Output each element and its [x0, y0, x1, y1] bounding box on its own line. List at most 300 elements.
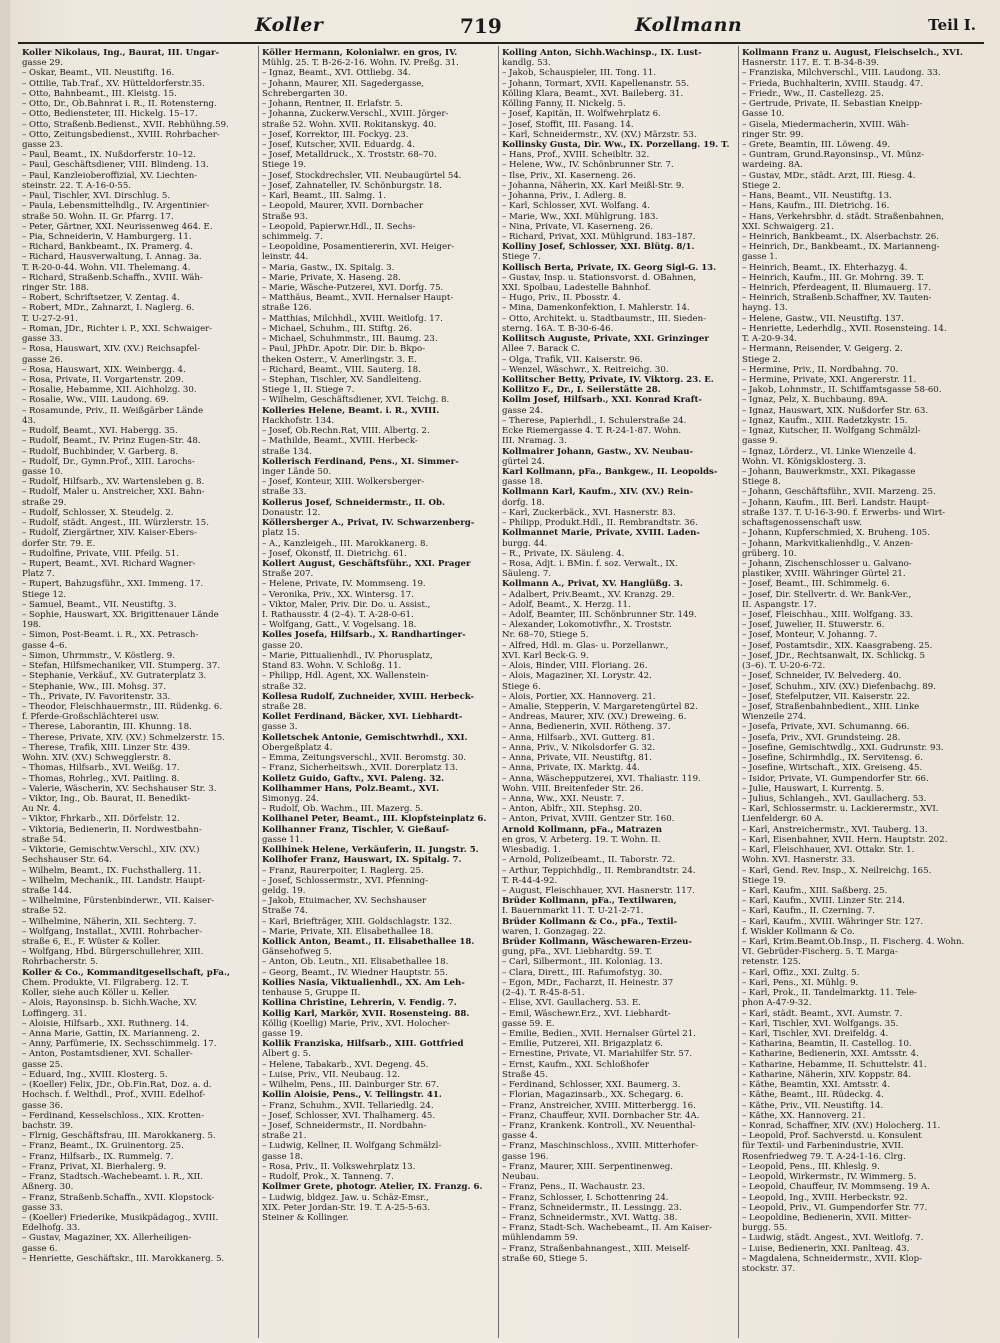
directory-entry-line: – Ignaz, Hauswart, XIX. Nußdorfer Str. 63. [742, 405, 929, 416]
directory-entry-line: – Heinrich, Dr., Bankbeamt., IX. Marianneng- [742, 242, 940, 253]
directory-entry-line: – Michael, Schuhm., III. Stiftg. 26. [262, 323, 412, 334]
directory-entry-line: – Johann, Rentner, II. Erlafstr. 5. [262, 99, 404, 110]
directory-entry-line: Kollhammer Hans, Polz.Beamt., XVI. [262, 783, 440, 794]
directory-entry-line: – Josef, Schuhm., XIV. (XV.) Diefenbachg. 89. [742, 681, 936, 692]
directory-entry-line: – Hans, Kaufm., III. Dietrichg. 16. [742, 201, 890, 212]
directory-entry-line: gasse 18. [262, 1151, 303, 1162]
directory-entry-line: – Heinrich, Pferdeagent, II. Blumauerg. 17. [742, 283, 931, 294]
directory-entry-line: Lienfeldergr. 60 A. [742, 814, 824, 825]
directory-entry-line: – Viktoria, Bedienerin, II. Nordwestbahn- [22, 824, 202, 835]
directory-entry-line: – Ernestine, Private, VI. Mariahilfer Str. 57. [502, 1049, 693, 1060]
directory-entry-line: Wohn. VI. Königsklosterg. 3. [742, 456, 866, 467]
directory-entry-line: Sechshauser Str. 64. [22, 855, 112, 866]
directory-entry-line: – Maria, Gastw., IX. Spitalg. 3. [262, 262, 395, 273]
directory-entry-line: – Josef, Schlossermstr., XVI. Pfenning- [262, 875, 429, 886]
directory-entry-line: – Josefine, Schirmhdlg., IX. Servitensg. 6. [742, 753, 923, 764]
directory-entry-line: – Rosalie, Hebamme, XII. Aichholzg. 30. [22, 385, 197, 396]
directory-entry-line: – Stephan, Tischler, XV. Sandleiteng. [262, 375, 422, 385]
header-rule [18, 42, 984, 44]
directory-entry-line: – Aloisie, Hilfsarb., XXI. Ruthnerg. 14. [22, 1018, 189, 1029]
directory-entry-line: grüberg. 10. [742, 548, 797, 559]
directory-entry-line: – Anna, Priv., V. Nikolsdorfer G. 32. [502, 742, 656, 753]
directory-entry-line: dorfer Str. 79. E. [22, 538, 96, 549]
directory-entry-line: – Josef, Stockdrechsler, VII. Neubaugürtel 54. [262, 170, 462, 181]
directory-entry-line: – Käthe, XX. Hannoverg. 21. [742, 1110, 866, 1121]
directory-entry-line: Kollet Ferdinand, Bäcker, XVI. Liebhardt- [262, 712, 463, 723]
directory-entry-line: – Richard, Bankbeamt., IX. Pramerg. 4. [22, 242, 193, 253]
directory-entry-line: – Josefine, Gemischtwdlg., XXI. Gudrunstr. 93. [742, 742, 944, 753]
directory-entry-line: – Anna, Bedienerin, XVII. Rötheng. 37. [502, 722, 671, 733]
directory-entry-line: Steiner & Kollinger. [262, 1212, 349, 1223]
directory-entry-line: – Marie, Wäsche-Putzerei, XVI. Dorfg. 75. [262, 283, 444, 294]
directory-entry-line: – Theodor, Fleischhauermstr., III. Rüdenkg. 6. [22, 702, 223, 712]
directory-entry-line: Kollhanel Peter, Beamt., III. Klopfsteinplatz 6. [262, 814, 487, 825]
directory-entry-line: VI. Gebrüder-Fischerg. 5. T. Marga- [742, 947, 898, 958]
directory-entry-line: – Karl, Beamt., III. Salmg. 1. [262, 191, 386, 202]
directory-entry-line: – Anna, Ww., XXI. Neustr. 7. [502, 793, 625, 804]
directory-entry-line: – Anna, Wäschepputzerei, XVI. Thaliastr. 119. [502, 773, 701, 784]
directory-entry-line: – Josef, Konteur, XIII. Wolkersberger- [262, 477, 425, 488]
directory-entry-line: – Ignaz, Lörderz., VI. Linke Wienzeile 4. [742, 446, 917, 457]
directory-entry-line: – Alfred, Hdl. m. Glas- u. Porzellanwr., [502, 640, 669, 651]
directory-entry-line: Kollm Josef, Hilfsarb., XXI. Konrad Kraft- [502, 395, 702, 406]
directory-entry-line: Brüder Kollmann, pFa., Textilwaren, [502, 896, 677, 907]
directory-column-3 [502, 48, 738, 1336]
directory-entry-line: – A., Kanzleigeh., III. Marokkanerg. 8. [262, 538, 429, 549]
directory-entry-line: – Leopold, Papierwr.Hdl., II. Sechs- [262, 221, 416, 232]
directory-entry-line: – Josef, Kapitän, II. Wolfwehrplatz 6. [502, 109, 661, 120]
page-number: 719 [460, 14, 502, 38]
directory-entry-line: Stiege 19. [262, 160, 307, 171]
directory-entry-line: Aßnerg. 30. [22, 1182, 74, 1193]
directory-entry-line: – Rudolf, Schlosser, X. Steudelg. 2. [22, 507, 174, 518]
directory-entry-line: – Oskar, Beamt., VII. Neustiftg. 16. [22, 68, 175, 79]
directory-entry-line: Gänsehofweg 5. [262, 947, 332, 958]
directory-entry-line: Kollina Christine, Lehrerin, V. Fendig. 7. [262, 998, 457, 1009]
directory-entry-line: – Karl, Schneidermstr., XV. (XV.) Märzstr. 53. [502, 129, 697, 140]
directory-entry-line: Allee 7. Barack C. [502, 344, 580, 355]
directory-entry-line: Kollick Anton, Beamt., II. Elisabethallee 18. [262, 937, 475, 948]
directory-entry-line: straße 32. [262, 681, 307, 692]
directory-entry-line: – Josef, Postamtsdir., XIX. Kaasgrabeng. 25. [742, 640, 933, 651]
directory-entry-line: – Karl, städt. Beamt., XVI. Aumstr. 7. [742, 1008, 903, 1019]
directory-entry-line: – Leopold, Ing., XVIII. Herbeckstr. 92. [742, 1192, 908, 1203]
directory-entry-line: – Viktorie, Gemischtw.Verschl., XIV. (XV.) [22, 845, 200, 856]
directory-entry-line: – Karl, Kaufm., II. Czerning. 7. [742, 906, 876, 917]
directory-entry-line: – Rudolf, Beamt., IV. Prinz Eugen-Str. 48. [22, 436, 201, 447]
directory-entry-line: – Rosalie, Ww., VIII. Laudong. 69. [22, 395, 169, 406]
directory-entry-line: – Philipp, Produkt.Hdl., II. Rembrandtstr. 36. [502, 518, 698, 529]
directory-entry-line: straße 29. [22, 497, 67, 508]
column-divider [498, 46, 499, 1338]
directory-entry-line: – Mina, Damenkonfektion, I. Mahlerstr. 14. [502, 303, 690, 314]
directory-entry-line: – Anton, Ablfr., XII. Stephsg. 20. [502, 804, 643, 815]
directory-entry-line: – Henriette, Lederhdlg., XVII. Rosensteing. 14. [742, 323, 947, 334]
directory-entry-line: – Thomas, Rohrleg., XVI. Paitling. 8. [22, 773, 180, 784]
directory-entry-line: burgg. 55. [742, 1223, 788, 1234]
directory-entry-line: Kolletschek Antonie, Gemischtwrhdl., XXI. [262, 732, 468, 743]
directory-entry-line: – Josef, Stoffit, III. Fasang. 14. [502, 119, 634, 130]
directory-entry-line: gasse 36. [22, 1100, 63, 1111]
directory-entry-line: – Hans, Verkehrsbhr. d. städt. Straßenbahnen, [742, 211, 945, 222]
directory-entry-line: – Rupert, Bahzugsführ., XXI. Immeng. 17. [22, 579, 204, 590]
directory-entry-line: – Arthur, Teppichhdlg., II. Rembrandtstr. 24. [502, 865, 696, 876]
directory-entry-line: – Gustav, Magaziner, XX. Allerheiligen- [22, 1233, 192, 1244]
directory-entry-line: gasse 9. [742, 436, 778, 447]
directory-entry-line: – Ferdinand, Kesselschloss., XIX. Krotten- [22, 1110, 204, 1121]
directory-entry-line: straße 144. [22, 885, 72, 896]
directory-entry-line: Kolling Anton, Sichh.Wachinsp., IX. Lust- [502, 48, 702, 58]
header-right-keyword: Kollmann [635, 14, 743, 36]
directory-entry-line: – Franz, Straßenbahnangest., XIII. Meiself- [502, 1243, 691, 1254]
directory-entry-line: – Leopold, Pens., III. Khleslg. 9. [742, 1161, 880, 1172]
directory-entry-line: – Leopold, Chauffeur, IV. Mommseng. 19 A. [742, 1182, 930, 1193]
directory-entry-line: – Luise, Priv., VII. Neubaug. 12. [262, 1069, 401, 1080]
directory-entry-line: – Anny, Parfümerie, IX. Sechsschimmelg. 17. [22, 1039, 217, 1050]
directory-entry-line: – Josef, Stefelputzer, VII. Kaiserstr. 22. [742, 691, 911, 702]
directory-entry-line: straße 134. [262, 446, 312, 457]
directory-entry-line: gasse 33. [22, 334, 63, 345]
directory-entry-line: Kollesa Rudolf, Zuchneider, XVIII. Herbeck- [262, 691, 475, 702]
directory-entry-line: Kollmairer Johann, Gastw., XV. Neubau- [502, 446, 694, 457]
directory-entry-line: – Käthe, Beamtin, XXI. Amtsstr. 4. [742, 1080, 890, 1091]
directory-entry-line: – Franz, Straßenb.Schaffn., XVII. Klopstock- [22, 1192, 215, 1203]
directory-entry-line: – Viktor, Ing., Ob. Baurat, II. Benedikt- [22, 793, 191, 804]
directory-entry-line: – Josef, Beamt., III. Schimmelg. 6. [742, 579, 890, 590]
directory-entry-line: retenstr. 125. [742, 957, 801, 968]
directory-entry-line: gung, pFa., XVI. Liebhardtg. 59. T. [502, 947, 653, 958]
directory-entry-line: – Karl, Pens., XI. Mühlg. 9. [742, 977, 859, 988]
directory-entry-line: – Johanna, Näherin, XX. Karl Meißl-Str. 9. [502, 180, 685, 191]
directory-entry-line: – Ottilie, Tab.Traf., XV. Hütteldorferstr.35. [22, 78, 205, 89]
directory-entry-line: – Josef, Fleischhau., XIII. Wolfgang. 33. [742, 610, 914, 621]
directory-entry-line: – Hermine, Private, XXI. Angererstr. 11. [742, 375, 917, 385]
directory-entry-line: gasse 11. [262, 834, 303, 845]
directory-entry-line: steinstr. 22. T. A-16-0-55. [22, 180, 132, 191]
directory-entry-line: – Hugo, Priv., II. Pbosstr. 4. [502, 293, 621, 304]
directory-entry-line: – Arnold, Polizeibeamt., II. Taborstr. 72. [502, 855, 676, 866]
directory-entry-line: Stiege 12. [22, 589, 67, 600]
directory-entry-line: – Helene, Gastw., VII. Neustiftg. 137. [742, 313, 904, 324]
directory-entry-line: – Henriette, Geschäftskr., III. Marokkanerg. 5. [22, 1253, 225, 1264]
directory-entry-line: gasse 196. [502, 1151, 549, 1162]
directory-entry-line: Obergeßplatz 4. [262, 742, 333, 753]
directory-entry-line: Schrebergarten 30. [262, 88, 348, 99]
directory-entry-line: – Helene, Tabakarb., XVI. Degeng. 45. [262, 1059, 429, 1070]
directory-entry-line: plastiker, XVIII. Währinger Gürtel 21. [742, 569, 906, 580]
directory-entry-line: – Ignaz, Pelz, X. Buchbaung. 89A. [742, 395, 889, 406]
directory-entry-line: – Viktor, Fhrkarb., XII. Dörfelstr. 12. [22, 814, 180, 825]
directory-entry-line: gürtel 24. [502, 456, 545, 467]
directory-entry-line: Wohn. VIII. Breitenfeder Str. 26. [502, 783, 644, 794]
directory-entry-line: leinstr. 44. [262, 252, 309, 263]
directory-entry-line: ringer Str. 99. [742, 129, 804, 140]
directory-entry-line: – Katharine, Näherin, XIV. Koppstr. 84. [742, 1069, 911, 1080]
directory-entry-line: – Johanna, Zuckerw.Verschl., XVIII. Jörger- [262, 109, 449, 120]
directory-entry-line: – Johanna, Priv., I. Adlerg. 8. [502, 191, 627, 202]
directory-entry-line: straße 60, Stiege 5. [502, 1253, 588, 1264]
directory-entry-line: – Josef, Dir. Stellvertr. d. Wr. Bank-Ver., [742, 589, 912, 600]
directory-entry-line: – Hermine, Priv., II. Nordbahng. 70. [742, 364, 899, 375]
directory-entry-line: für Textil- und Farbenindustrie, XVII. [742, 1141, 904, 1152]
directory-entry-line: – Rudolf, Ziergärtner, XIV. Kaiser-Ebers- [22, 528, 197, 539]
directory-entry-line: – Karl, Tischler, XVI. Wolfgangs. 35. [742, 1018, 899, 1029]
directory-entry-line: Nr. 68–70, Stiege 5. [502, 630, 589, 641]
directory-entry-line: gasse 24. [502, 405, 543, 416]
directory-entry-line: – Josef, Schneidermstr., II. Nordbahn- [262, 1120, 427, 1131]
directory-entry-line: – R., Private, IX. Säuleng. 4. [502, 548, 625, 559]
directory-entry-line: Kollig Karl, Markör, XVII. Rosensteing. 88. [262, 1008, 470, 1019]
directory-entry-line: – Paul, Kanzleioberoffizial, XV. Liechten- [22, 170, 198, 181]
directory-entry-line: – Ilse, Priv., XI. Kaserneng. 26. [502, 170, 636, 181]
directory-entry-line: – Carl, Silbermont., III. Koloniag. 13. [502, 957, 663, 968]
directory-entry-line: – Franz, Maurer, XIII. Serpentinenweg. [502, 1161, 674, 1172]
directory-entry-line: f. Pferde-Großschlächterei usw. [22, 712, 160, 723]
directory-entry-line: hayng. 13. [742, 303, 788, 314]
directory-entry-line: Simonyg. 24. [262, 793, 319, 804]
directory-entry-line: – Johann, Zischenschlosser u. Galvano- [742, 558, 912, 569]
directory-entry-line: – Magdalena, Schneidermstr., XVII. Klop- [742, 1253, 923, 1264]
directory-entry-line: – Ludwig, städt. Angest., XVI. Weitlofg. 7. [742, 1233, 924, 1244]
directory-entry-line: gasse 25. [22, 1059, 63, 1070]
directory-entry-line: straße 33. [262, 487, 307, 498]
directory-entry-line: T. A-20-9-34. [742, 334, 797, 345]
directory-entry-line: straße 126. [262, 303, 312, 314]
directory-entry-line: T. U-27-2-91. [22, 313, 78, 324]
directory-entry-line: – Julie, Hauswart, I. Kurrentg. 5. [742, 783, 885, 794]
directory-entry-line: – Guntram, Grund.Rayonsinsp., VI. Münz- [742, 150, 925, 161]
directory-entry-line: Arnold Kollmann, pFa., Matrazen [502, 824, 663, 835]
directory-entry-line: – Johann, Tormart, XVII. Kapellenanstr. 55. [502, 78, 690, 89]
directory-entry-line: Donaustr. 12. [262, 507, 321, 518]
directory-entry-line: – Stephanie, Verkäuf., XV. Gutraterplatz 3. [22, 671, 207, 682]
directory-entry-line: – Rupert, Beamt., XVI. Richard Wagner- [22, 558, 196, 569]
directory-entry-line: – Rosa, Priv., II. Volkswehrplatz 13. [262, 1161, 416, 1172]
directory-entry-line: Kollerisch Ferdinand, Pens., XI. Simmer- [262, 456, 459, 467]
directory-entry-line: – Nina, Private, VI. Kaserneng. 26. [502, 221, 654, 232]
directory-entry-line: – Alois, Magaziner, XI. Lorystr. 42. [502, 671, 652, 682]
directory-entry-line: Edelhofg. 33. [22, 1223, 81, 1234]
directory-entry-line: – Josef, Kutscher, XVII. Eduardg. 4. [262, 139, 415, 150]
directory-entry-line: Säuleng. 7. [502, 569, 552, 580]
directory-entry-line: Au Nr. 4. [22, 804, 61, 815]
directory-entry-line: – (Koeller) Felix, JDr., Ob.Fin.Rat, Doz. a. d. [22, 1080, 212, 1091]
directory-entry-line: Stand 83. Wohn. V. Schloßg. 11. [262, 661, 402, 672]
directory-entry-line: – Josef, Straßenbahnbedient., XIII. Linke [742, 702, 920, 712]
directory-entry-line: – Josefine, Wirtschaft., XIX. Greiseng. 45. [742, 763, 923, 774]
directory-entry-line: gasse 3. [262, 722, 298, 733]
directory-entry-line: straße 6, E., F. Wüster & Koller. [22, 937, 161, 948]
directory-entry-line: – Rudolf, Hilfsarb., XV. Wartensleben g. 8. [22, 477, 205, 488]
directory-entry-line: burgg. 44. [502, 538, 548, 549]
directory-entry-line: – August, Fleischhauer, XVI. Hasnerstr. 117. [502, 885, 695, 896]
directory-entry-line: – Johann, Maurer, XII. Sagedergasse, [262, 78, 425, 89]
directory-entry-line: Kölling Klara, Beamt., XVI. Baileberg. 31. [502, 88, 684, 99]
directory-entry-line: – Rudolf, Prok., X. Tanneng. 7. [262, 1172, 394, 1183]
directory-entry-line: straße 28. [262, 702, 307, 712]
directory-entry-line: – Karl, Eisenbahner, XVII. Hern. Hauptstr. 202. [742, 834, 948, 845]
directory-entry-line: – Emilie, Putzerei, XII. Brigazplatz 6. [502, 1039, 664, 1050]
directory-entry-line: gasse 4–6. [22, 640, 68, 651]
directory-entry-line: – Leopold, Wirkermstr., IV. Wimmerg. 5. [742, 1172, 917, 1183]
directory-entry-line: – Therese, Private, XIV. (XV.) Schmelzerstr. 15. [22, 732, 225, 743]
directory-entry-line: – Anton, Postamtsdiener, XVI. Schaller- [22, 1049, 193, 1060]
directory-entry-line: – Paula, Lebensmittelhdlg., IV. Argentinier- [22, 201, 210, 212]
directory-entry-line: 198. [22, 620, 42, 631]
directory-entry-line: – Elise, XVI. Gaullacherg. 53. E. [502, 998, 641, 1009]
directory-entry-line: – Josef, Zahnateller, IV. Schönburgstr. 18. [262, 180, 442, 191]
directory-entry-line: – Matthäus, Beamt., XVII. Hernalser Haupt- [262, 293, 454, 304]
directory-entry-line: Stiege 2. [742, 180, 781, 191]
directory-entry-line: – Therese, Papierhdl., I. Schulerstraße 24. [502, 415, 687, 426]
directory-entry-line: – Michael, Schuhmmstr., III. Baumg. 23. [262, 334, 438, 345]
directory-entry-line: – Franz, Schneidermstr., II. Lessingg. 23. [502, 1202, 682, 1213]
directory-entry-line: – Karl, Fleischhauer, XVI. Ottakr. Str. 1. [742, 845, 915, 856]
directory-entry-line: stockstr. 37. [742, 1264, 796, 1275]
directory-entry-line: – Veronika, Priv., XX. Wintersg. 17. [262, 589, 414, 600]
directory-entry-line: Chem. Produkte, VI. Filgraberg. 12. T. [22, 977, 189, 988]
directory-entry-line: Hackhofstr. 134. [262, 415, 335, 426]
directory-entry-line: – Karl, Zuckerbäck., XVI. Hasnerstr. 83. [502, 507, 676, 518]
directory-entry-line: – Simon, Post-Beamt. i. R., XX. Petrasch- [22, 630, 199, 641]
directory-entry-line: – Josef, Schneider, IV. Belvederg. 40. [742, 671, 902, 682]
directory-entry-line: Straße 207. [262, 569, 314, 580]
directory-entry-line: – Johann, Markvitkalienhdlg., V. Anzen- [742, 538, 914, 549]
directory-entry-line: Rohrbacherstr. 5. [22, 957, 99, 968]
directory-entry-line: – Eduard, Ing., XVIII. Klosterg. 5. [22, 1069, 168, 1080]
directory-entry-line: – Karl, Offiz., XXI. Zultg. 5. [742, 967, 860, 978]
directory-entry-line: – Georg, Beamt., IV. Wiedner Hauptstr. 55. [262, 967, 448, 978]
directory-entry-line: – Josef, JDr., Rechtsanwalt, IX. Schlickg. 5 [742, 650, 925, 661]
directory-entry-line: I. Rathausstr. 4 (2–4). T. A-28-0-61. [262, 610, 414, 621]
directory-entry-line: – Wilhelm, Beamt., IX. Fuchsthallerg. 11. [22, 865, 202, 876]
directory-entry-line: inger Lände 50. [262, 466, 332, 477]
directory-entry-line: – Ernst, Kaufm., XXI. Schloßhofer [502, 1059, 649, 1070]
directory-entry-line: Stiege 1, II. Stiege 7. [262, 385, 355, 396]
directory-entry-line: Kolletz Guido, Gaftv., XVI. Paleng. 32. [262, 773, 445, 784]
directory-entry-line: ringer Str. 188. [22, 283, 89, 294]
directory-entry-line: bachstr. 39. [22, 1120, 74, 1131]
directory-entry-line: – Rudolfine, Private, VIII. Pfeilg. 51. [22, 548, 179, 559]
directory-entry-line: Gasse 10. [742, 109, 785, 120]
directory-entry-line: – Richard, Privat, XXI. Mühlgrund. 183–187. [502, 231, 696, 242]
directory-entry-line: – Heinrich, Beamt., IX. Ehterhazyg. 4. [742, 262, 908, 273]
part-label: Teil I. [928, 16, 976, 34]
directory-entry-line: – Rudolf, Ob. Wachm., III. Mazerg. 5. [262, 804, 424, 815]
directory-entry-line: Kollhanner Franz, Tischler, V. Gießauf- [262, 824, 450, 835]
directory-entry-line: – Anton, Ob. Leutn., XII. Elisabethallee 18. [262, 957, 449, 968]
directory-entry-line: – (Koeller) Friederike, Musikpädagog., XVIII. [22, 1212, 219, 1223]
directory-entry-line: – Josef, Juwelier, II. Stuwerstr. 6. [742, 620, 885, 631]
directory-entry-line: – Gustav, MDr., städt. Arzt, III. Riesg. 4. [742, 170, 916, 181]
directory-entry-line: – Marie, Private, XII. Elisabethallee 18. [262, 926, 434, 937]
directory-entry-line: – Andreas, Maurer, XIV. (XV.) Dreweing. 6. [502, 712, 687, 723]
directory-entry-line: – Alois, Portier, XX. Hannoverg. 21. [502, 691, 656, 702]
directory-entry-line: Albert g. 5. [262, 1049, 311, 1060]
directory-entry-line: – Leopold, Prof. Sachverstd. u. Konsulent [742, 1131, 922, 1142]
directory-entry-line: Kolliny Josef, Schlosser, XXI. Blütg. 8/1. [502, 242, 695, 253]
directory-entry-line: – Franziska, Milchverschl., VIII. Laudong. 33. [742, 68, 941, 79]
directory-entry-line: Karl Kollmann, pFa., Bankgew., II. Leopolds- [502, 466, 718, 477]
directory-entry-line: platz 15. [262, 528, 300, 539]
directory-entry-line: (3–6). T. U-20-6-72. [742, 661, 826, 672]
directory-entry-line: – Karl, Gend. Rev. Insp., X. Neilreichg. 165. [742, 865, 932, 876]
directory-entry-line: Brüder Kollmann & Co., pFa., Textil- [502, 916, 678, 927]
directory-entry-line: – Friedr., Ww., II. Castellezg. 25. [742, 88, 884, 99]
directory-entry-line: – Alois, Binder, VIII. Floriang. 26. [502, 661, 648, 672]
directory-entry-line: – Alexander, Lokomotivfhr., X. Troststr. [502, 620, 672, 631]
directory-entry-line: – Rudolf, städt. Angest., III. Würzlerstr. 15. [22, 518, 209, 529]
directory-entry-line: Wohn. XVI. Hasnerstr. 33. [742, 855, 856, 866]
directory-entry-line: Straße 93. [262, 211, 308, 222]
directory-entry-line: dorfg. 18. [502, 497, 545, 508]
directory-entry-line: Köllig (Koellig) Marie, Priv., XVI. Holocher- [262, 1018, 450, 1029]
directory-entry-line: – Ludwig, Kellner, II. Wolfgang Schmälzl- [262, 1141, 442, 1152]
directory-entry-line: III. Nramag. 3. [502, 436, 567, 447]
directory-entry-line: – Franz, Stadt-Sch. Wachebeamt., II. Am Kaiser- [502, 1223, 713, 1234]
directory-entry-line: kandlg. 53. [502, 58, 551, 69]
directory-entry-line: – Käthe, Priv., VII. Neustiftg. 14. [742, 1100, 884, 1111]
binding-edge [0, 0, 10, 1343]
directory-entry-line: – Karl, Briefträger, XIII. Goldschlagstr. 132. [262, 916, 453, 927]
directory-entry-line: – Rosa, Adjt. i. BMin. f. soz. Verwalt., IX. [502, 558, 678, 569]
directory-entry-line: f. Wiskler Kollmann & Co. [742, 926, 855, 937]
directory-entry-line: – Franz, Maschinschloss., XVIII. Mitterhofer- [502, 1141, 699, 1152]
directory-entry-line: – Franz, Raurerpoiter, I. Raglerg. 25. [262, 865, 424, 876]
directory-entry-line: Köllersberger A., Privat, IV. Schwarzenberg- [262, 518, 475, 529]
column-divider [258, 46, 259, 1338]
directory-entry-line: – Rudolf, Dr., Gymn.Prof., XIII. Larochs- [22, 456, 195, 467]
directory-entry-line: I. Bauernmarkt 11. T. U-21-2-71. [502, 906, 644, 917]
directory-entry-line: – Therese, Trafik, XIII. Linzer Str. 439. [22, 742, 191, 753]
directory-entry-line: Kollitscher Betty, Private, IV. Viktorg. 23. E. [502, 375, 714, 385]
directory-entry-line: – Anna Marie, Gattin, IX. Marianneng. 2. [22, 1029, 200, 1039]
directory-entry-line: Koller & Co., Kommanditgesellschaft, pFa., [22, 967, 230, 978]
directory-column-4 [742, 48, 978, 1336]
directory-entry-line: – Anton, Privat, XVIII. Gentzer Str. 160. [502, 814, 675, 825]
directory-entry-line: – Josef, Ob.Rechn.Rat, VIII. Albertg. 2. [262, 426, 430, 437]
directory-entry-line: – Franz, Schlosser, I. Schottenring 24. [502, 1192, 669, 1203]
directory-entry-line: – Josefa, Priv., XVI. Grundsteing. 28. [742, 732, 901, 743]
directory-entry-line: Kollhofer Franz, Hauswart, IX. Spitalg. 7. [262, 855, 462, 866]
directory-entry-line: gasse 20. [262, 640, 303, 651]
directory-entry-line: – Wolfgang, Hbd. Bürgerschullehrer, XIII. [22, 947, 204, 958]
directory-entry-line: Hochsch. f. Welthdl., Prof., XVIII. Edelhof- [22, 1090, 206, 1101]
directory-entry-line: – Robert, Schriftsetzer, V. Zentag. 4. [22, 293, 180, 304]
directory-entry-line: – Rudolf, Buchbinder, V. Garberg. 8. [22, 446, 179, 457]
directory-entry-line: – Karl, Schlosser, XVI. Wolfang. 4. [502, 201, 650, 212]
directory-entry-line: Straße 45. [502, 1069, 548, 1080]
directory-entry-line: – Katharine, Bedienerin, XXI. Amtsstr. 4. [742, 1049, 919, 1060]
directory-entry-line: – Hermann, Reisender, V. Geigerg. 2. [742, 344, 903, 355]
directory-entry-line: – Otto, Straßenb.Bedienst., XVII. Rebhühng.59. [22, 119, 229, 130]
directory-entry-line: Wohn. XIV. (XV.) Schwegglerstr. 8. [22, 753, 171, 764]
directory-entry-line: – Stefan, Hilfsmechaniker, VII. Stumperg. 37. [22, 661, 221, 672]
directory-entry-line: – Ignaz, Kutscher, II. Wolfgang Schmälzl- [742, 426, 921, 437]
directory-entry-line: straße 52. Wohn. XVII. Rokitanskyg. 40. [262, 119, 437, 130]
directory-entry-line: – Adolf, Beamter, III. Schönbrunner Str. 149. [502, 610, 697, 621]
directory-entry-line: – Otto, Zeitungsbedienst., XVIII. Rohrbacher- [22, 129, 220, 140]
directory-entry-line: – Leopold, Maurer, XVII. Dornbacher [262, 201, 424, 212]
directory-entry-line: II. Aspangstr. 17. [742, 599, 817, 610]
directory-entry-line: – Katharine, Hebamme, II. Schuttelstr. 41. [742, 1059, 927, 1070]
directory-entry-line: – Franz, Sicherheitswh., XVII. Dorerplatz 13. [262, 763, 458, 774]
directory-entry-line: gasse 26. [22, 354, 63, 365]
directory-entry-line: Wienzeile 274. [742, 712, 807, 723]
directory-entry-line: Stiege 7. [502, 252, 541, 263]
directory-entry-line: gasse 4. [502, 1131, 538, 1142]
directory-entry-line: – Leopold, Priv., VI. Gumpendorfer Str. 77. [742, 1202, 928, 1213]
